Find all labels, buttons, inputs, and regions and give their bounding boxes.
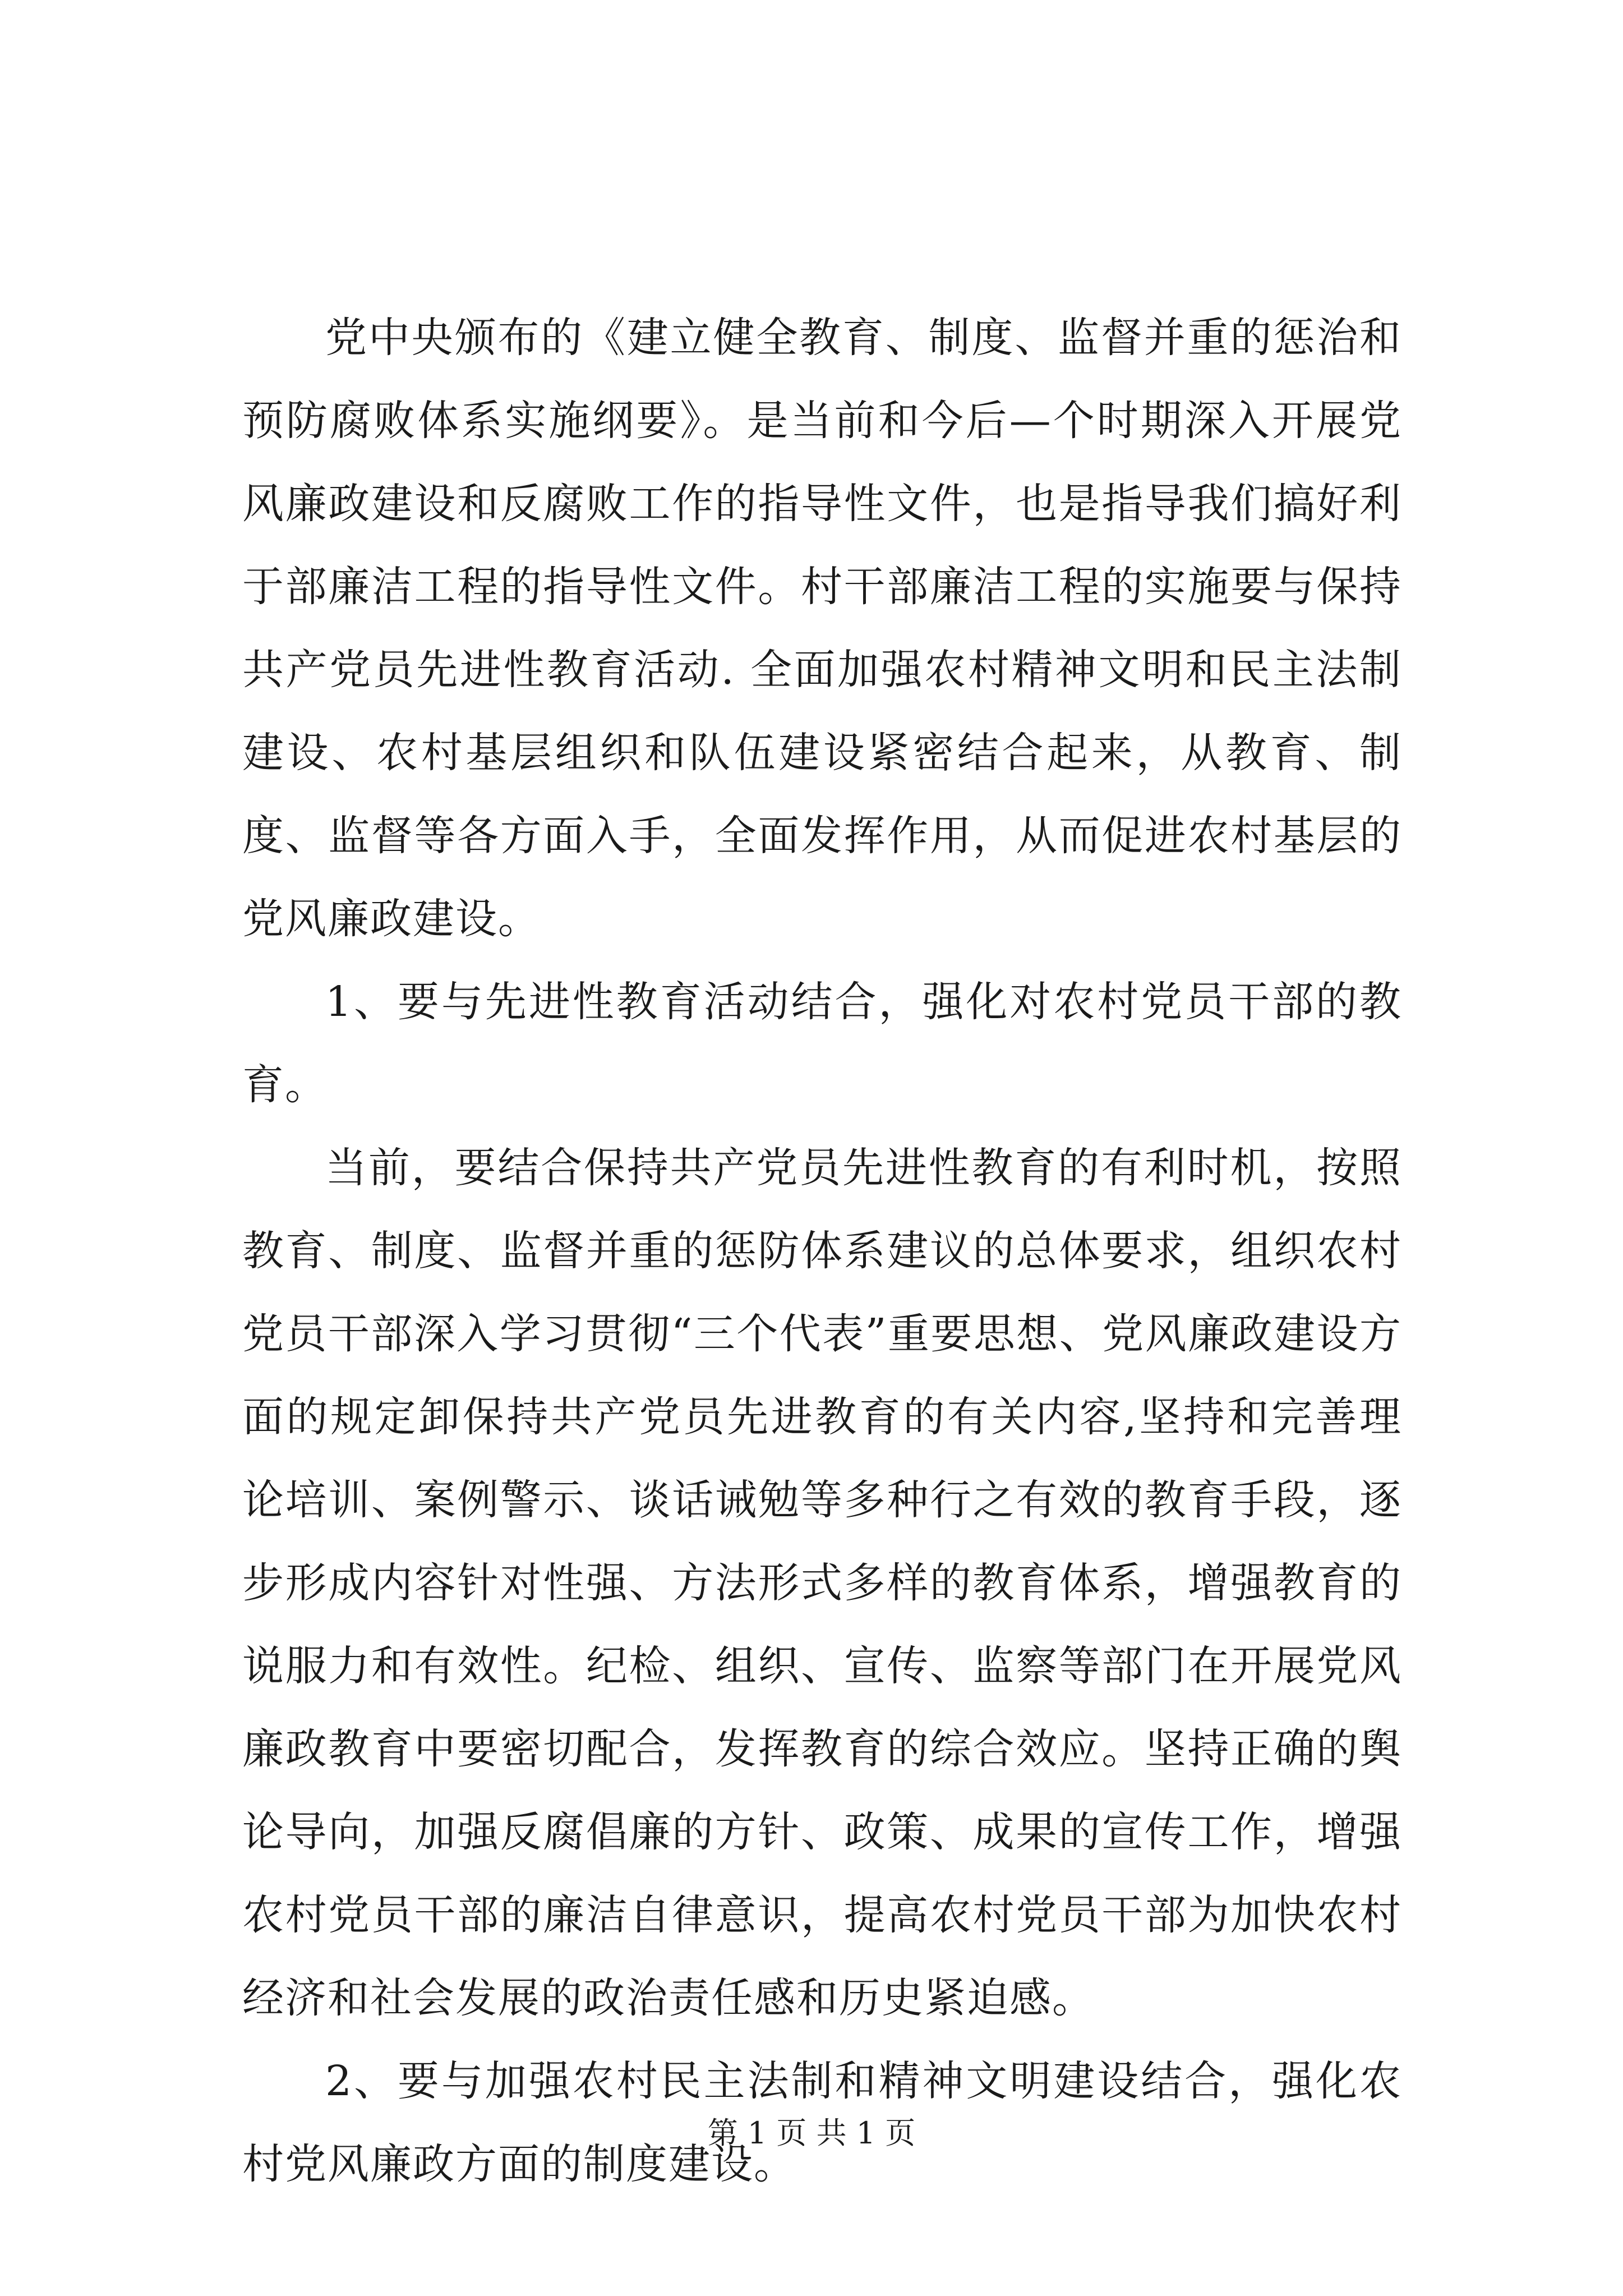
document-body <box>242 296 1402 2206</box>
paragraph-heading-2: 2、要与加强农村民主法制和精神文明建设结合，强化农村党风廉政方面的制度建设。 <box>242 2057 1402 2188</box>
paragraph-heading-1: 1、要与先进性教育活动结合，强化对农村党员干部的教育。 <box>242 978 1402 1109</box>
page-footer: 第 1 页 共 1 页 <box>707 2115 916 2151</box>
paragraph-education: 当前，要结合保持共产党员先进性教育的有利时机，按照教育、制度、监督并重的惩防体系建议的总体要求，组织农村党员干部深入学习贯彻“三个代表”重要思想、党风廉政建设方面的规定卸保持共产党员先进教育的有关内容,坚持和完善理论培训、案例警示、谈话诫勉等多种行之有效的教育手段，逐步形成内容针对性强、方法形式多样的教育体系，增强教育的说服力和有效性。纪检、组织、宣传、监察等部门在开展党风廉政教育中要密切配合，发挥教育的综合效应。坚持正确的舆论导向，加强反腐倡廉的方针、政策、成果的宣传工作，增强农村党员干部的廉洁自律意识，提高农村党员干部为加快农村经济和社会发展的政治责任感和历史紧迫感。 <box>242 1144 1402 2022</box>
paragraph-intro: 党中央颁布的《建立健全教育、制度、监督并重的惩治和预防腐败体系实施纲要》。是当前和今后—个时期深入开展党风廉政建设和反腐败工作的指导性文件，也是指导我们搞好利于部廉洁工程的指导性文件。村干部廉洁工程的实施要与保持共产党员先进性教育活动. 全面加强农村精神文明和民主法制建设、农村基层组织和队伍建设紧密结合起来，从教育、制度、监督等各方面入手，全面发挥作用，从而促进农村基层的党风廉政建设。 <box>242 314 1402 943</box>
